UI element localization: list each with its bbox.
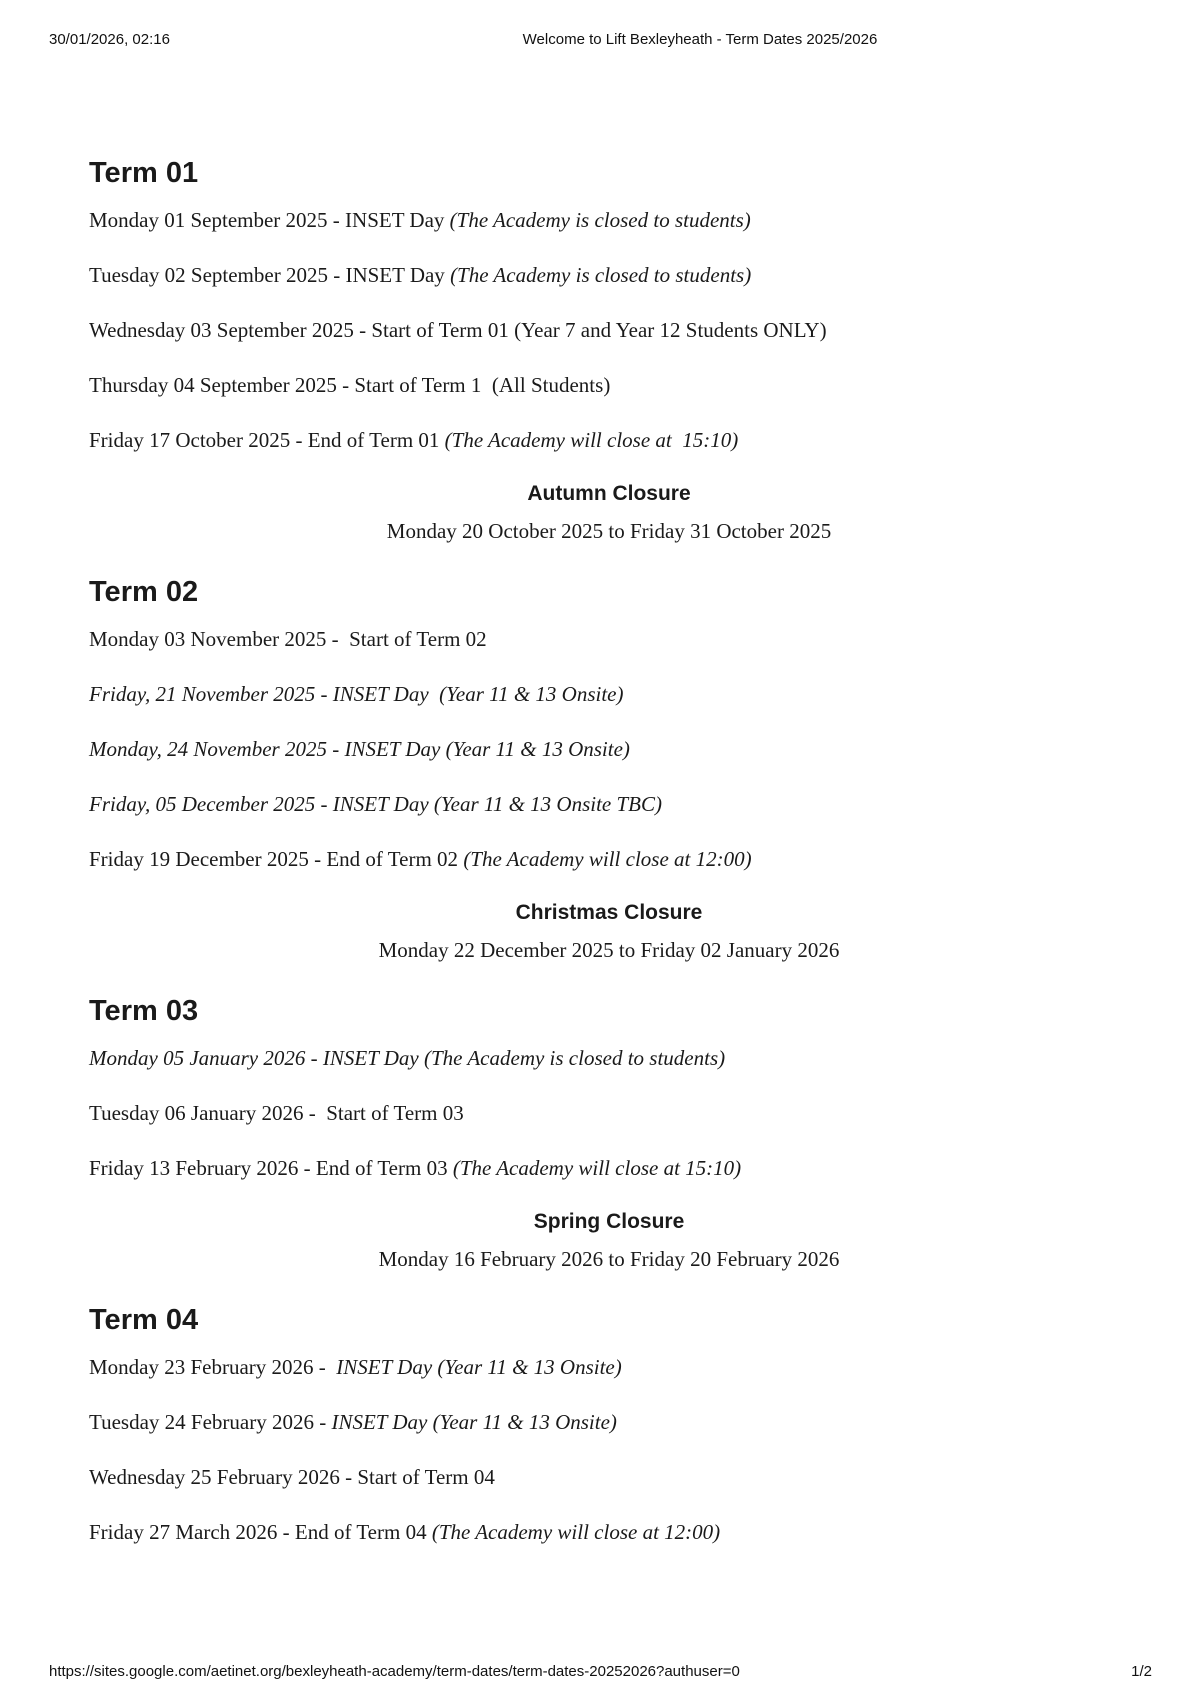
print-datetime: 30/01/2026, 02:16	[49, 31, 170, 48]
term-entry: Monday 23 February 2026 - INSET Day (Year 11 & 13 Onsite)	[89, 1355, 622, 1379]
closure-title: Christmas Closure	[515, 901, 703, 924]
print-footer	[0, 1663, 1200, 1685]
term-entry: Monday 03 November 2025 - Start of Term 02	[89, 627, 487, 651]
closure-title: Autumn Closure	[527, 482, 691, 505]
autumn-closure	[89, 480, 1129, 546]
print-page-title: Welcome to Lift Bexleyheath - Term Dates 2025/2026	[522, 31, 878, 48]
term-title: Term 02	[89, 576, 199, 608]
term-entry: Friday 19 December 2025 - End of Term 02 (The Academy will close at 12:00)	[89, 847, 752, 871]
page-number: 1/2	[1131, 1663, 1152, 1680]
closure-dates: Monday 22 December 2025 to Friday 02 January 2026	[378, 938, 840, 962]
term-entry: Friday 17 October 2025 - End of Term 01 (The Academy will close at 15:10)	[89, 428, 739, 452]
print-header	[0, 31, 1200, 53]
term-entry: Friday 13 February 2026 - End of Term 03 (The Academy will close at 15:10)	[89, 1156, 742, 1180]
term-entry: Tuesday 24 February 2026 - INSET Day (Year 11 & 13 Onsite)	[89, 1410, 617, 1434]
term-entry: Tuesday 06 January 2026 - Start of Term 03	[89, 1101, 464, 1125]
term-title: Term 01	[89, 157, 199, 189]
closure-title: Spring Closure	[533, 1210, 685, 1233]
term-entry: Monday 05 January 2026 - INSET Day (The Academy is closed to students)	[89, 1046, 726, 1070]
term-section-04	[89, 1302, 1129, 1572]
term-dates-content	[89, 155, 1129, 1572]
term-entry: Tuesday 02 September 2025 - INSET Day (The Academy is closed to students)	[89, 263, 752, 287]
term-title: Term 04	[89, 1304, 199, 1336]
term-title: Term 03	[89, 995, 199, 1027]
closure-dates: Monday 20 October 2025 to Friday 31 October 2025	[386, 519, 832, 543]
term-entry: Thursday 04 September 2025 - Start of Term 1 (All Students)	[89, 373, 611, 397]
term-entry: Monday, 24 November 2025 - INSET Day (Year 11 & 13 Onsite)	[89, 737, 630, 761]
term-entry: Friday, 05 December 2025 - INSET Day (Year 11 & 13 Onsite TBC)	[89, 792, 662, 816]
spring-closure	[89, 1208, 1129, 1274]
page-url[interactable]: https://sites.google.com/aetinet.org/bexleyheath-academy/term-dates/term-dates-20252026?authuser=0	[49, 1663, 740, 1680]
term-entry: Friday, 21 November 2025 - INSET Day (Year 11 & 13 Onsite)	[89, 682, 624, 706]
closure-dates: Monday 16 February 2026 to Friday 20 February 2026	[378, 1247, 840, 1271]
term-entry: Monday 01 September 2025 - INSET Day (The Academy is closed to students)	[89, 208, 751, 232]
term-entry: Friday 27 March 2026 - End of Term 04 (The Academy will close at 12:00)	[89, 1520, 721, 1544]
term-entry: Wednesday 25 February 2026 - Start of Term 04	[89, 1465, 495, 1489]
term-entry: Wednesday 03 September 2025 - Start of Term 01 (Year 7 and Year 12 Students ONLY)	[89, 318, 827, 342]
term-section-01	[89, 155, 1129, 480]
christmas-closure	[89, 899, 1129, 965]
term-section-03	[89, 993, 1129, 1208]
term-section-02	[89, 574, 1129, 899]
